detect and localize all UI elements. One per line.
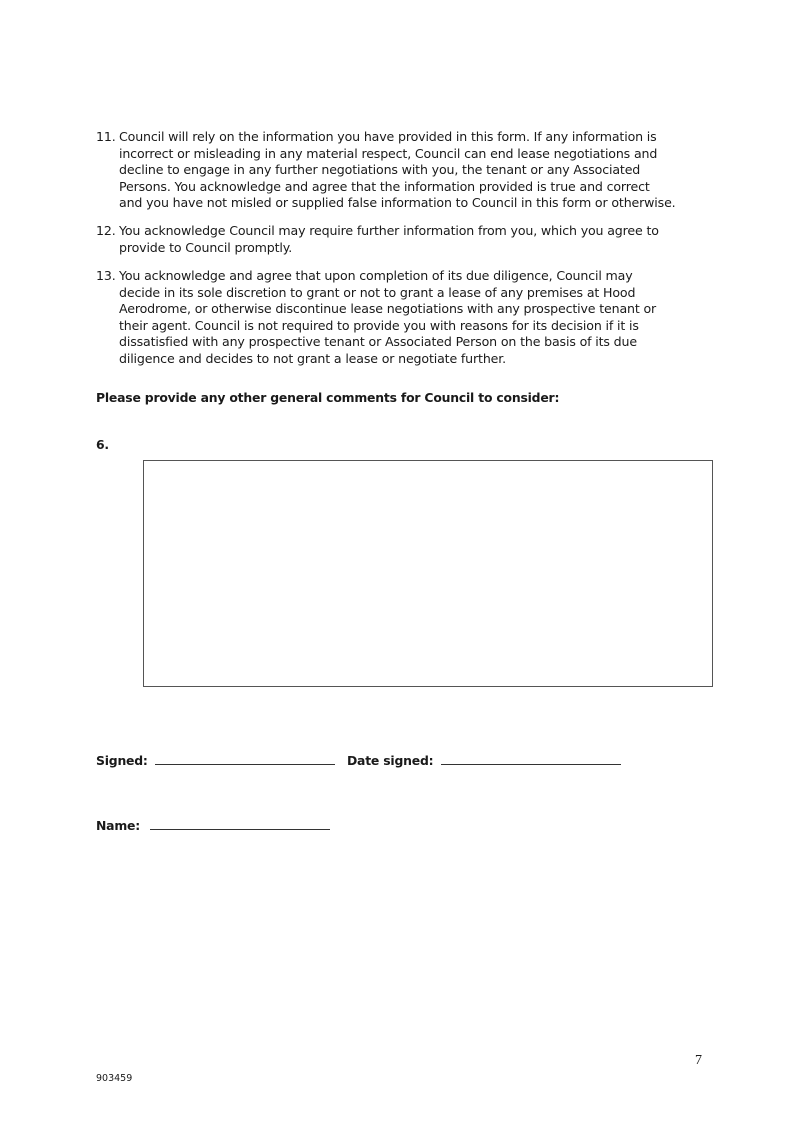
clause-line: their agent. Council is not required to provide you with reasons for its decision if it is	[119, 317, 639, 333]
signature-row	[96, 752, 621, 768]
name-field[interactable]	[150, 817, 330, 830]
comments-heading: Please provide any other general comments for Council to consider:	[96, 390, 560, 405]
page-number: 7	[695, 1053, 702, 1068]
comments-textbox[interactable]	[143, 460, 713, 687]
clause-number: 13.	[96, 268, 116, 283]
clause-number: 12.	[96, 223, 116, 238]
name-row	[96, 817, 330, 833]
clause-line: Council will rely on the information you have provided in this form. If any information is	[119, 129, 657, 144]
clause-line: decline to engage in any further negotiations with you, the tenant or any Associated	[119, 162, 641, 178]
name-label: Name:	[96, 818, 141, 833]
clause-line: Aerodrome, or otherwise discontinue lease negotiations with any prospective tenant or	[119, 301, 657, 317]
clause-number: 11.	[96, 129, 116, 144]
date-signed-field[interactable]	[441, 752, 621, 765]
clause-line: and you have not misled or supplied false information to Council in this form or otherwise.	[119, 195, 676, 211]
document-id: 903459	[96, 1073, 133, 1084]
date-signed-label: Date signed:	[346, 753, 434, 768]
clause-line: dissatisfied with any prospective tenant or Associated Person on the basis of its due	[119, 334, 637, 350]
question-number: 6.	[96, 437, 109, 452]
clause-line: You acknowledge Council may require further information from you, which you agree to	[119, 223, 659, 238]
clause-line: provide to Council promptly.	[119, 239, 293, 255]
clause-line: diligence and decides to not grant a lease or negotiate further.	[119, 350, 506, 366]
signed-label: Signed:	[96, 753, 148, 768]
signature-field[interactable]	[155, 752, 335, 765]
clause-line: You acknowledge and agree that upon completion of its due diligence, Council may	[119, 268, 633, 283]
clause-line: decide in its sole discretion to grant or not to grant a lease of any premises at Hood	[119, 284, 636, 300]
clause-line: incorrect or misleading in any material respect, Council can end lease negotiations and	[119, 145, 658, 161]
clause-line: Persons. You acknowledge and agree that the information provided is true and correct	[119, 178, 650, 194]
